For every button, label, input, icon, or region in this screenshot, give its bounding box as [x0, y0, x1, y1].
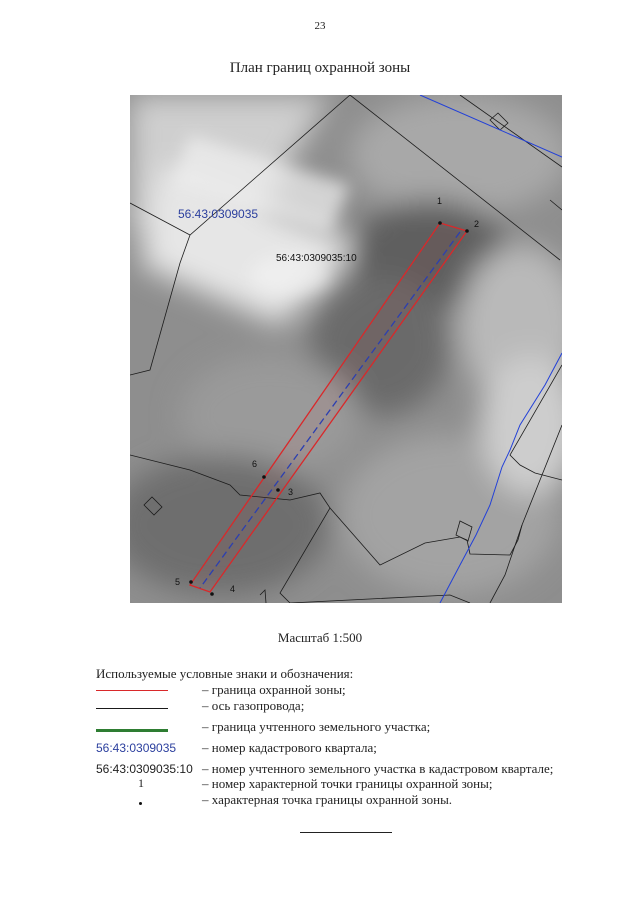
point-number-symbol: 1	[138, 776, 144, 790]
boundary-point	[210, 592, 214, 596]
point-number-1: 1	[437, 196, 443, 206]
point-number-2: 2	[474, 219, 480, 229]
legend-item-point-number	[96, 776, 616, 792]
legend-item-parcel-number	[96, 761, 616, 777]
legend-desc: – характерная точка границы охранной зоны.	[202, 792, 453, 807]
point-number-6: 6	[252, 459, 258, 469]
protection-zone-map	[130, 95, 562, 603]
point-dot-symbol	[139, 802, 142, 805]
legend-desc: – номер характерной точки границы охранной зоны;	[202, 776, 493, 791]
bottom-rule	[300, 832, 392, 833]
quarter-number-symbol: 56:43:0309035	[96, 741, 177, 755]
black-line-symbol	[96, 708, 168, 709]
legend-item-pipeline-axis	[96, 698, 616, 714]
boundary-point	[438, 221, 442, 225]
quarter-label: 56:43:0309035	[178, 207, 259, 221]
legend-item-quarter-number	[96, 740, 616, 756]
legend-item-parcel-boundary	[96, 719, 616, 735]
boundary-point	[262, 475, 266, 479]
legend-desc: – номер кадастрового квартала;	[202, 740, 377, 755]
legend-item-protection-zone	[96, 682, 616, 698]
parcel-label: 56:43:0309035:10	[276, 253, 357, 264]
legend-item-boundary-point	[96, 792, 616, 808]
plan-title: План границ охранной зоны	[229, 60, 411, 76]
point-number-5: 5	[175, 577, 181, 587]
boundary-point	[276, 488, 280, 492]
red-line-symbol	[96, 690, 168, 691]
page-number: 23	[314, 20, 326, 32]
point-number-4: 4	[230, 584, 236, 594]
scale-label: Масштаб 1:500	[277, 630, 363, 645]
legend-desc: – граница учтенного земельного участка;	[202, 719, 431, 734]
green-line-symbol	[96, 729, 168, 732]
legend-heading: Используемые условные знаки и обозначения:	[96, 666, 354, 681]
legend-desc: – ось газопровода;	[202, 698, 305, 713]
point-number-3: 3	[288, 487, 294, 497]
legend-desc: – граница охранной зоны;	[202, 682, 346, 697]
legend-desc: – номер учтенного земельного участка в кадастровом квартале;	[202, 761, 554, 776]
boundary-point	[189, 580, 193, 584]
parcel-number-symbol: 56:43:0309035:10	[96, 762, 193, 776]
boundary-point	[465, 229, 469, 233]
